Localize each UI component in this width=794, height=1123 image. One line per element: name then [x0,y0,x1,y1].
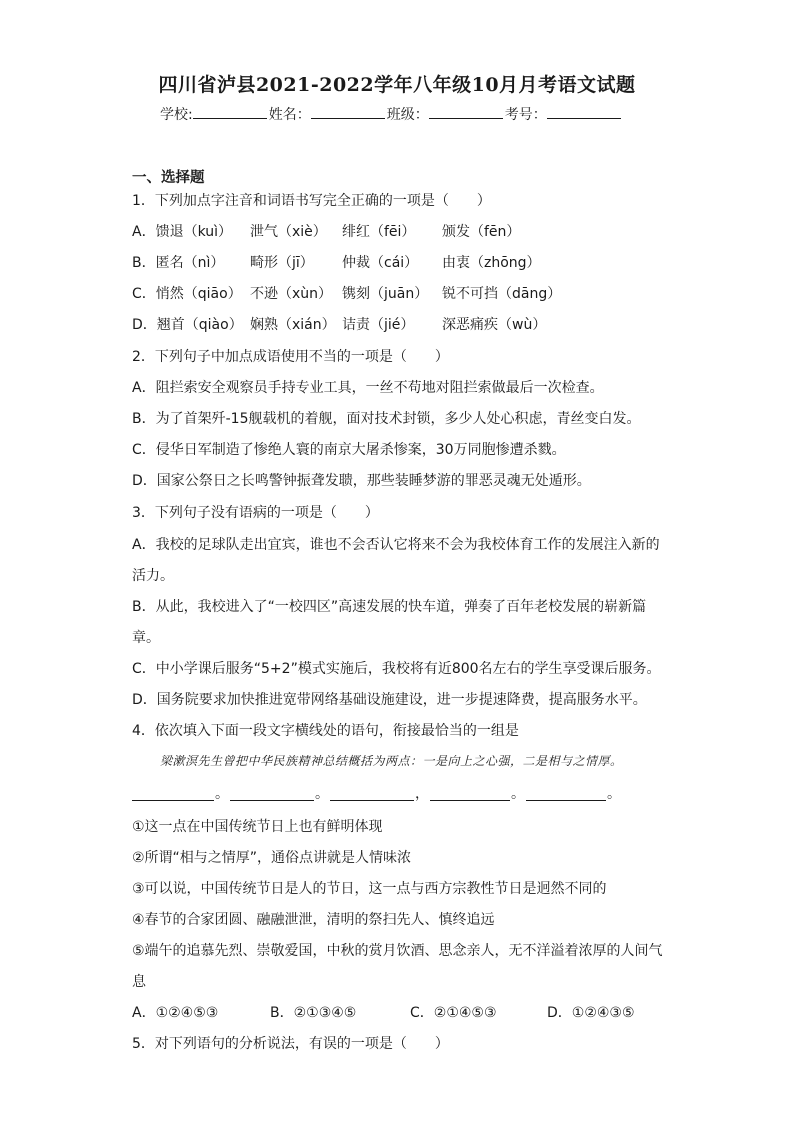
option-c-term-1: C．悄然（qiāo） [132,286,242,302]
class-label: 班级： [386,107,429,123]
question-2-option-d: D．国家公祭日之长鸣警钟振聋发聩，那些装睡梦游的罪恶灵魂无处遁形。 [132,473,591,489]
answer-option-c[interactable]: C．②①④⑤③ [410,1005,497,1021]
question-2-option-b: B．为了首架歼-15舰载机的着舰，面对技术封锁，多少人处心积虑，青丝变白发。 [132,411,641,427]
fill-blank-5[interactable] [526,786,606,801]
exam-no-label: 考号： [504,107,547,123]
option-c-term-4: 锐不可挡（dāng） [442,286,562,302]
name-blank[interactable] [311,104,385,119]
option-a-term-4: 颁发（fēn） [442,224,521,240]
question-3-option-c: C．中小学课后服务“5+2”模式实施后，我校将有近800名左右的学生享受课后服务。 [132,661,661,677]
option-a-term-3: 绯红（fēi） [342,224,416,240]
answer-option-b[interactable]: B．②①③④⑤ [270,1005,357,1021]
blank-punct-3: ， [415,786,429,802]
question-3-option-b-line-1: B．从此，我校进入了“一校四区”高速发展的快车道，弹奏了百年老校发展的崭新篇 [132,599,647,615]
option-b-term-2: 畸形（jī） [250,255,314,271]
question-2-option-c: C．侵华日军制造了惨绝人寰的南京大屠杀惨案，30万同胞惨遭杀戮。 [132,442,566,458]
question-4-item-5: ⑤端午的追慕先烈、崇敬爱国，中秋的赏月饮酒、思念亲人，无不洋溢着浓厚的人间气 [132,943,663,959]
blank-punct-5: 。 [607,786,621,802]
question-3-option-a-line-2: 活力。 [132,568,174,584]
school-blank[interactable] [193,104,267,119]
question-4-item-2: ②所谓“相与之情厚”，通俗点讲就是人情味浓 [132,850,412,866]
question-4-stem: 4．依次填入下面一段文字横线处的语句，衔接最恰当的一组是 [132,723,519,739]
question-4-item-3: ③可以说，中国传统节日是人的节日，这一点与西方宗教性节日是迥然不同的 [132,881,607,897]
question-2-option-a: A．阻拦索安全观察员手持专业工具，一丝不苟地对阻拦索做最后一次检查。 [132,380,604,396]
fill-blank-4[interactable] [430,786,510,801]
section-heading: 一、选择题 [132,170,205,186]
option-b-term-4: 由衷（zhōng） [442,255,541,271]
answer-option-d[interactable]: D．①②④③⑤ [547,1005,635,1021]
question-5-stem: 5．对下列语句的分析说法，有误的一项是（ ） [132,1036,449,1052]
question-4-answer-options [132,1003,692,1023]
school-label: 学校: [160,107,193,123]
option-d-term-1: D．翘首（qiào） [132,317,243,333]
option-b-term-1: B．匿名（nì） [132,255,225,271]
question-3-option-b-line-2: 章。 [132,630,160,646]
exam-no-blank[interactable] [547,104,621,119]
question-4-item-5-continued: 息 [132,974,146,990]
fill-blank-2[interactable] [230,786,314,801]
question-3-option-d: D．国务院要求加快推进宽带网络基础设施建设，进一步提速降费，提高服务水平。 [132,692,647,708]
page-title: 四川省泸县2021-2022学年八年级10月月考语文试题 [158,74,636,96]
option-c-term-3: 镌刻（juān） [342,286,429,302]
option-a-term-2: 泄气（xiè） [250,224,327,240]
class-blank[interactable] [429,104,503,119]
question-3-stem: 3．下列句子没有语病的一项是（ ） [132,505,379,521]
question-3-option-a-line-1: A．我校的足球队走出宜宾，谁也不会否认它将来不会为我校体育工作的发展注入新的 [132,537,660,553]
fill-blank-1[interactable] [132,786,214,801]
option-d-term-3: 诘责（jié） [342,317,415,333]
option-a-term-1: A．馈退（kuì） [132,224,233,240]
answer-option-a[interactable]: A．①②④⑤③ [132,1005,219,1021]
question-1-stem: 1．下列加点字注音和词语书写完全正确的一项是（ ） [132,193,491,209]
option-d-term-4: 深恶痛疾（wù） [442,317,547,333]
option-b-term-3: 仲裁（cái） [342,255,419,271]
option-d-term-2: 娴熟（xián） [250,317,336,333]
fill-blank-3[interactable] [330,786,414,801]
question-2-stem: 2．下列句子中加点成语使用不当的一项是（ ） [132,349,449,365]
question-4-item-1: ①这一点在中国传统节日上也有鲜明体现 [132,819,383,835]
blank-punct-1: 。 [215,786,229,802]
question-4-passage: 梁漱溟先生曾把中华民族精神总结概括为两点：一是向上之心强，二是相与之情厚。 [160,754,623,768]
name-label: 姓名： [268,107,311,123]
blank-punct-2: 。 [315,786,329,802]
blank-punct-4: 。 [511,786,525,802]
student-info-row [160,104,623,124]
option-c-term-2: 不逊（xùn） [250,286,333,302]
question-4-item-4: ④春节的合家团圆、融融泄泄，清明的祭扫先人、慎终追远 [132,912,495,928]
